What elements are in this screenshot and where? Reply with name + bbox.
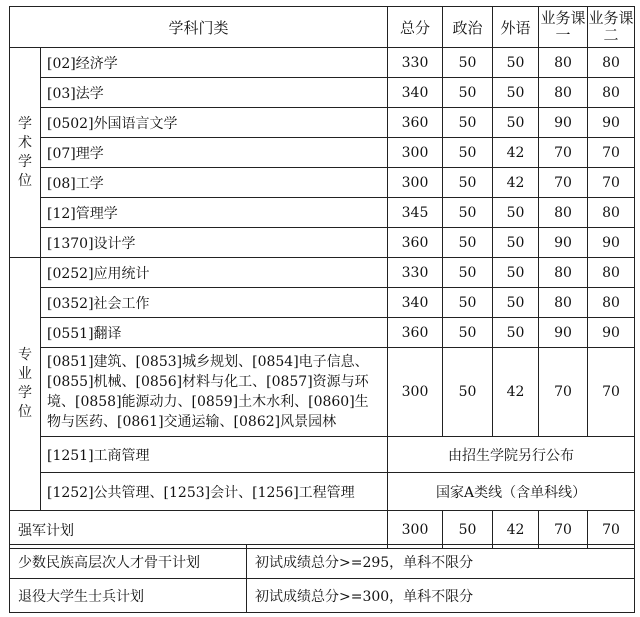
score-course2: 80 — [588, 198, 635, 228]
professional-section — [10, 258, 635, 511]
score-foreign: 50 — [493, 48, 539, 78]
score-foreign: 50 — [493, 258, 539, 288]
subject-name: [08]工学 — [41, 168, 388, 198]
score-course2: 90 — [588, 228, 635, 258]
public-management-row — [10, 473, 635, 511]
score-foreign: 50 — [493, 108, 539, 138]
score-course1: 90 — [539, 228, 588, 258]
score-foreign: 42 — [493, 168, 539, 198]
score-course2: 70 — [588, 511, 635, 549]
mba-row — [10, 437, 635, 473]
strong-army-label: 强军计划 — [10, 511, 388, 549]
score-course2: 80 — [588, 78, 635, 108]
score-politics: 50 — [443, 348, 493, 437]
score-foreign: 42 — [493, 138, 539, 168]
score-foreign: 50 — [493, 78, 539, 108]
header-course1: 业务课一 — [539, 7, 588, 48]
academic-degree-label-char: 术 — [18, 134, 32, 151]
score-foreign: 42 — [493, 348, 539, 437]
academic-row — [10, 48, 635, 78]
academic-degree-label-char: 位 — [18, 172, 32, 189]
score-total: 300 — [388, 168, 443, 198]
score-course2: 70 — [588, 168, 635, 198]
academic-row — [10, 168, 635, 198]
professional-degree-label-char: 专 — [18, 347, 32, 363]
veteran-row — [10, 579, 635, 613]
score-total: 300 — [388, 511, 443, 549]
header-category: 学科门类 — [10, 7, 388, 48]
professional-row — [10, 288, 635, 318]
academic-degree-label-char: 学 — [18, 115, 32, 132]
header-foreign: 外语 — [493, 7, 539, 48]
score-course1: 90 — [539, 108, 588, 138]
subject-name: [1370]设计学 — [41, 228, 388, 258]
academic-row — [10, 198, 635, 228]
score-course1: 80 — [539, 258, 588, 288]
academic-degree-label — [10, 48, 41, 258]
score-total: 340 — [388, 78, 443, 108]
minority-note: 初试成绩总分>=295，单科不限分 — [247, 545, 635, 579]
subject-name: [1252]公共管理、[1253]会计、[1256]工程管理 — [41, 473, 388, 511]
header-politics: 政治 — [443, 7, 493, 48]
score-course1: 80 — [539, 288, 588, 318]
academic-row — [10, 78, 635, 108]
score-table — [9, 6, 635, 549]
score-foreign: 50 — [493, 288, 539, 318]
strong-army-row — [10, 511, 635, 549]
professional-degree-label-char: 学 — [18, 385, 32, 401]
score-course1: 70 — [539, 348, 588, 437]
score-total: 300 — [388, 138, 443, 168]
score-politics: 50 — [443, 48, 493, 78]
subject-name: [0252]应用统计 — [41, 258, 388, 288]
subject-name: [12]管理学 — [41, 198, 388, 228]
score-course1: 80 — [539, 48, 588, 78]
score-politics: 50 — [443, 78, 493, 108]
score-politics: 50 — [443, 258, 493, 288]
score-politics: 50 — [443, 198, 493, 228]
score-politics: 50 — [443, 318, 493, 348]
subject-name: [0352]社会工作 — [41, 288, 388, 318]
subject-name: [02]经济学 — [41, 48, 388, 78]
subject-name: [0551]翻译 — [41, 318, 388, 348]
header-total: 总分 — [388, 7, 443, 48]
score-foreign: 50 — [493, 228, 539, 258]
score-course1: 80 — [539, 78, 588, 108]
score-course2: 80 — [588, 48, 635, 78]
academic-row — [10, 108, 635, 138]
score-course2: 90 — [588, 108, 635, 138]
header-course2: 业务课二 — [588, 7, 635, 48]
score-politics: 50 — [443, 228, 493, 258]
score-course2: 90 — [588, 318, 635, 348]
score-course2: 80 — [588, 258, 635, 288]
score-politics: 50 — [443, 108, 493, 138]
score-politics: 50 — [443, 138, 493, 168]
professional-row — [10, 318, 635, 348]
professional-row — [10, 348, 635, 437]
score-course1: 70 — [539, 511, 588, 549]
special-plans-table — [9, 544, 635, 613]
veteran-note: 初试成绩总分>=300，单科不限分 — [247, 579, 635, 613]
score-total: 360 — [388, 228, 443, 258]
score-foreign: 50 — [493, 318, 539, 348]
academic-row — [10, 138, 635, 168]
score-course1: 70 — [539, 138, 588, 168]
subject-name: [07]理学 — [41, 138, 388, 168]
score-course2: 70 — [588, 138, 635, 168]
score-note: 国家A类线（含单科线） — [388, 473, 635, 511]
professional-degree-label — [10, 258, 41, 511]
minority-label: 少数民族高层次人才骨干计划 — [10, 545, 247, 579]
score-total: 330 — [388, 258, 443, 288]
score-course1: 70 — [539, 168, 588, 198]
score-politics: 50 — [443, 288, 493, 318]
academic-section — [10, 48, 635, 258]
minority-row — [10, 545, 635, 579]
professional-degree-label-char: 位 — [18, 404, 32, 420]
score-foreign: 42 — [493, 511, 539, 549]
score-note: 由招生学院另行公布 — [388, 437, 635, 473]
score-foreign: 50 — [493, 198, 539, 228]
score-total: 330 — [388, 48, 443, 78]
score-total: 360 — [388, 318, 443, 348]
score-total: 300 — [388, 348, 443, 437]
score-course1: 90 — [539, 318, 588, 348]
academic-degree-label-char: 学 — [18, 153, 32, 170]
professional-row — [10, 258, 635, 288]
header-row — [10, 7, 635, 48]
academic-row — [10, 228, 635, 258]
score-total: 340 — [388, 288, 443, 318]
professional-degree-label-char: 业 — [18, 366, 32, 382]
veteran-label: 退役大学生士兵计划 — [10, 579, 247, 613]
score-total: 345 — [388, 198, 443, 228]
score-politics: 50 — [443, 168, 493, 198]
subject-name: [03]法学 — [41, 78, 388, 108]
score-course1: 80 — [539, 198, 588, 228]
score-politics: 50 — [443, 511, 493, 549]
score-course2: 70 — [588, 348, 635, 437]
score-total: 360 — [388, 108, 443, 138]
score-course2: 80 — [588, 288, 635, 318]
subject-name: [0851]建筑、[0853]城乡规划、[0854]电子信息、[0855]机械、[0856]材料与化工、[0857]资源与环境、[0858]能源动力、[0859]土木水利、[0860]生物与医药、[0861]交通运输、[0862]风景园林 — [41, 348, 388, 437]
subject-name: [1251]工商管理 — [41, 437, 388, 473]
subject-name: [0502]外国语言文学 — [41, 108, 388, 138]
